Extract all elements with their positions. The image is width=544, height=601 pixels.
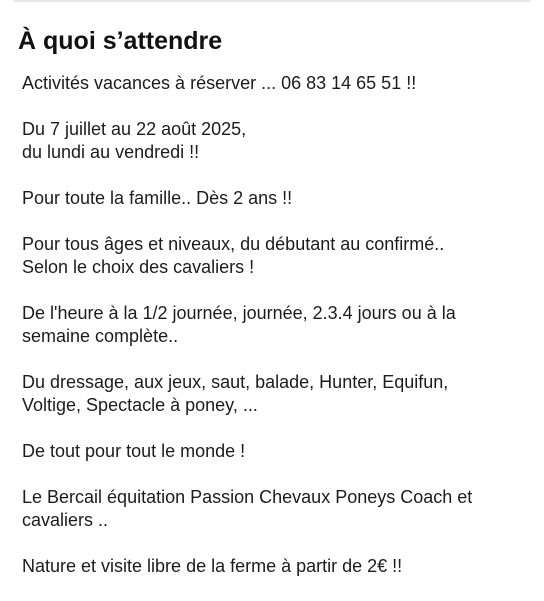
paragraph-farm-visit: Nature et visite libre de la ferme à partir de 2€ !!	[22, 556, 403, 576]
paragraph-disciplines: Du dressage, aux jeux, saut, balade, Hunter, Equifun, Voltige, Spectacle à poney, ...	[22, 372, 449, 415]
paragraph-levels: Pour tous âges et niveaux, du débutant au confirmé.. Selon le choix des cavaliers !	[22, 234, 445, 277]
section-body	[22, 72, 527, 601]
paragraph-dates: Du 7 juillet au 22 août 2025, du lundi au vendredi !!	[22, 119, 247, 162]
paragraph-durations: De l'heure à la 1/2 journée, journée, 2.3.4 jours ou à la semaine complète..	[22, 303, 456, 346]
paragraph-family: Pour toute la famille.. Dès 2 ans !!	[22, 188, 293, 208]
top-divider	[14, 0, 530, 2]
paragraph-booking: Activités vacances à réserver ... 06 83 14 65 51 !!	[22, 73, 417, 93]
paragraph-bercail: Le Bercail équitation Passion Chevaux Poneys Coach et cavaliers ..	[22, 487, 473, 530]
paragraph-everyone: De tout pour tout le monde !	[22, 441, 246, 461]
section-title: À quoi s’attendre	[18, 27, 223, 55]
